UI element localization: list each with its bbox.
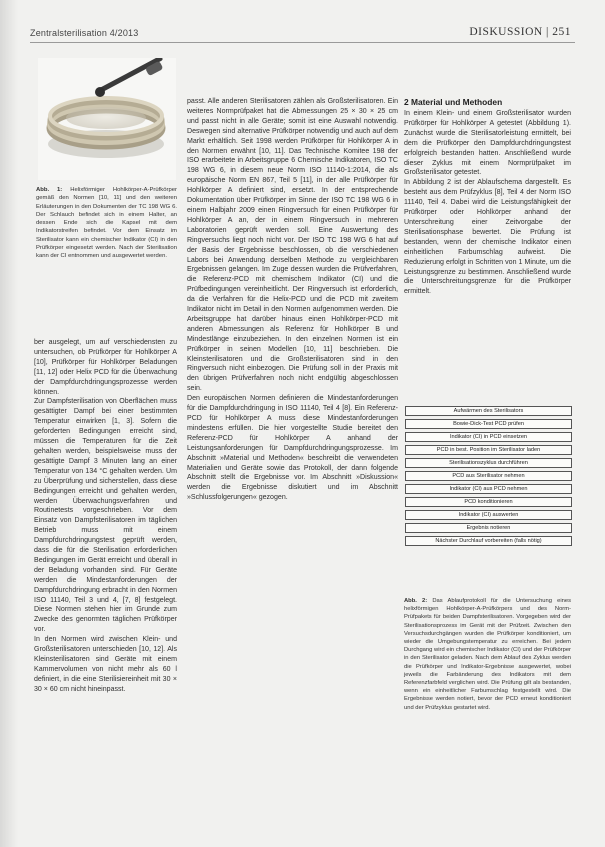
paragraph: In den Normen wird zwischen Klein- und Großsterilisatoren unterschieden [10, 12]. Als Kleinsterilisatoren sind Geräte mit einem Kammervolumen von nicht mehr als 60 l definiert, in die eine Sterilisiereinheit mit 30 × 30 × 60 cm nicht hineinpasst. [34, 636, 177, 693]
paragraph: In einem Klein- und einem Großsterilisator wurden Prüfkörper für Hohlkörper A getestet (Abbildung 1). Zunächst wurde die Sterilisatorleistung ermittelt, bei dem die Prüfkörper den Dampfdurchdringungstest erfolgreich bestanden hatten. Anschließend wurde dieser Zyklus mit einem Normprüfpaket im Großsterilisator getestet. [404, 110, 571, 177]
helix-pcd-photo [38, 58, 176, 180]
paragraph: passt. Alle anderen Sterilisatoren zählen als Großsterilisatoren. Ein weiteres Normprüfpaket hat die Abmessungen 25 × 30 × 25 cm und passt nicht in alle Geräte; somit ist eine Auswahl notwendig. Deswegen sind alternative Prüfkörper notwendig und auch auf dem Markt erhältlich. Seit 1998 werden Prüfkörper für Hohlkörper A in den Normen erwähnt [10, 11]. Das Technische Komitee 198 der ISO erarbeitete in Arbeitsgruppe 6 Chemische Indikatoren, ISO TC 198 WG 6, in diesem neue Norm ISO 11140-1:2014, die als europäische Norm EN 867, Teil 5 [11], in der alle Prüfkörper für Hohlkörper A definiert sind, ersetzt. In der entsprechende Dokumentation über Prüfkörper im Sinne der ISO TC 198 WG 6 in einem Halbjahr 2009 einen Ringversuch für einen Prüfkörper für Hohlkörper A an, der in einem Ringversuch in mehreren Laboratorien geprüft werden soll. Eine Auswertung des Ringversuchs liegt noch nicht vor. Der ISO TC 198 WG 6 hat auf der Basis der Ergebnisse beschlossen, ob die verschiedenen Labors bei Anwendung derselben Methode zu vergleichbaren Ergebnissen gelangen. Im Zuge dessen wurden die Prüfverfahren, die Referenz-PCD mit chemischem Indikator (CI) und die Prüfbedingungen vereinheitlicht. Der Ringversuch ist erforderlich, da die Verfahren für die Helix-PCD und die PCD mit zweitem Indikator nicht im Detail in den Normen aufgenommen werden. Die Arbeitsgruppe hat darüber hinaus einen Hohlkörper-PCD mit anderen Abmessungen als Referenz für Hohlkörper B und Mindestlänge einzubeziehen. In den einzelnen Normen ist ein Prüfkörper in seinen Modellen [10, 11] beschrieben. Die Kleinsterilisatoren und die Großsterilisatoren sind in den Ringversuch nicht einbezogen. Die Prüfung soll in der Praxis mit den übrigen Prüfverfahren noch nicht endgültig abgeschlossen sein. [187, 98, 398, 393]
flowchart-step: Bowie-Dick-Test PCD prüfen [405, 419, 572, 429]
flowchart-step: Aufwärmen des Sterilisators [405, 406, 572, 416]
figure-2-caption-text: Das Ablaufprotokoll für die Untersuchung eines helixförmigen Hohlkörper-A-Prüfkörpers und des Norm-Prüfpakets für beiden Dampfsterilisatoren. Vorgegeben wird der Sterilisationsprozess im Gerät mit der Prüfzeit. Zwischen den Versuchsdurchgängen wurden die Prüfkörper konditioniert, um wieder die Umgebungstemperatur zu erreichen. Bei jedem Durchgang wird ein chemischer Indikator (CI) und der Prüfkörper in den Sterilisator geladen. Nach dem Ablauf des Zyklus werden die Prüfkörper und Indikator-Ergebnisse ausgewertet, wobei jeweils die Farbänderung des Indikators mit dem Referenzfarbfeld verglichen wird. Die Prüfung gilt als bestanden, wenn ein einheitlicher Farbumschlag festgestellt wird. Die Ergebnisse werden notiert, bevor der PCD erneut konditioniert und der Prüfzyklus gestartet wird. [404, 598, 571, 711]
figure-1-caption-text: Helixförmiger Hohlkörper-A-Prüfkörper gemäß den Normen [10, 11] und den weiteren Erläuterungen in den Dokumenten der TC 198 WG 6. Der Schlauch befindet sich in einem Halter, an dessen Ende sich die Kapsel mit dem Indikatorstreifen befindet. Vor dem Einsatz im Sterilisator kann ein chemischer Indikator (CI) in den Prüfkörper eingesetzt werden. Nach der Sterilisation kann der CI entnommen und ausgewertet werden. [36, 187, 177, 260]
section-page-number: DISKUSSION | 251 [469, 26, 571, 38]
flowchart-step: Sterilisationszyklus durchführen [405, 458, 572, 468]
figure-2-label: Abb. 2: [404, 598, 428, 604]
page-gutter-shadow [0, 0, 18, 847]
journal-citation: Zentralsterilisation 4/2013 [30, 28, 139, 38]
paragraph: Zur Dampfsterilisation von Oberflächen muss gesättigter Dampf bei einer bestimmten Temperatur einwirken [1, 3]. Sofern die geforderten Bedingungen erreicht sind, müssen die Temperaturen für die Zeit gehalten werden, beispielsweise muss der gesättigte Dampf 3 Minuten lang an einer Temperatur von 134 °C gehalten werden. Um zu Überprüfung und sicherstellen, dass diese Bedingungen erreicht und gehalten werden, werden Überwachungsverfahren und Routinetests vorgeschrieben. Vor dem Einsatz von Dampfsterilisatoren im täglichen Betrieb muss mit einem Dampfdurchdringungstest geprüft werden, dass die für die Sterilisation erforderlichen Bedingungen im Gerät erreicht und überall in der Beladung vorhanden sind. Für Geräte werden die Mindestanforderungen der Dampfdurchdringung erbracht in den Normen ISO 11140, Teil 3 und 4, [7, 8] festgelegt. Diese Normen stehen hier im Grunde zum Zwecke des genormten täglichen Prüfkörper vor. [34, 398, 177, 634]
body-column-2 [187, 97, 398, 819]
protocol-flowchart [405, 406, 572, 549]
flowchart-step: Indikator (CI) auswerten [405, 510, 572, 520]
paragraph: Den europäischen Normen definieren die Mindestanforderungen für die Dampfdurchdringung in ISO 11140, Teil 4 [8]. Ein Referenz-PCD für Hohlkörper A muss diese Mindestanforderungen mindestens erfüllen. Die hier vorgestellte Studie bereitet den Referenz-PCD für Hohlkörper A anhand der Leistungsanforderungen für Dampfdurchdringungsprozesse. Im Abschnitt »Material und Methoden« beschreibt die verwendeten Materialien und Geräte sowie das Protokoll, der dann folgende Abschnitt stellt die Ergebnisse vor. Im Abschnitt »Diskussion« werden die Ergebnisse diskutiert und im Abschnitt »Schlussfolgerungen« gezogen. [187, 395, 398, 502]
flowchart-step: Indikator (CI) in PCD einsetzen [405, 432, 572, 442]
flowchart-step: Nächster Durchlauf vorbereiten (falls nötig) [405, 536, 572, 546]
paragraph: ber ausgelegt, um auf verschiedensten zu untersuchen, ob Prüfkörper für Hohlkörper A [10], Prüfkörper für Hohlkörper Beladungen [11, 12] oder Helix PCD für die Überwachung der Dampfdurchdringungsprozesse werden können. [34, 339, 177, 396]
flowchart-step: PCD aus Sterilisator nehmen [405, 471, 572, 481]
flowchart-step: PCD in best. Position im Sterilisator laden [405, 445, 572, 455]
flowchart-step: Ergebnis notieren [405, 523, 572, 533]
body-column-1 [34, 338, 177, 818]
section-heading: 2 Material und Methoden [404, 97, 503, 107]
paragraph: In Abbildung 2 ist der Ablaufschema dargestellt. Es besteht aus dem Prüfzyklus [8], Teil 4 der Norm ISO 11140, Teil 4. Dabei wird die Leistungsfähigkeit der Prüfkörper oder Hohlkörper anhand der Unterschreitung einer Zeitvorgabe der Sterilisationsphase bewertet. Die Prüfung ist bestanden, wenn der chemische Indikator einen einheitlichen Farbumschlag aufweist. Die Reduzierung erfolgt in Schritten von 1 Minute, um die Leistungsgrenze zu bestimmen. Anschließend wurde die Unterschreitungsgrenze für die Prüfkörper ermittelt. [404, 179, 571, 296]
body-column-3 [404, 109, 571, 389]
flowchart-step: Indikator (CI) aus PCD nehmen [405, 484, 572, 494]
helix-pcd-illustration [38, 58, 176, 180]
figure-1-label: Abb. 1: [36, 187, 63, 193]
flowchart-step: PCD konditionieren [405, 497, 572, 507]
figure-2-caption [404, 597, 571, 712]
figure-1-caption [36, 186, 177, 261]
header-rule [30, 42, 575, 43]
